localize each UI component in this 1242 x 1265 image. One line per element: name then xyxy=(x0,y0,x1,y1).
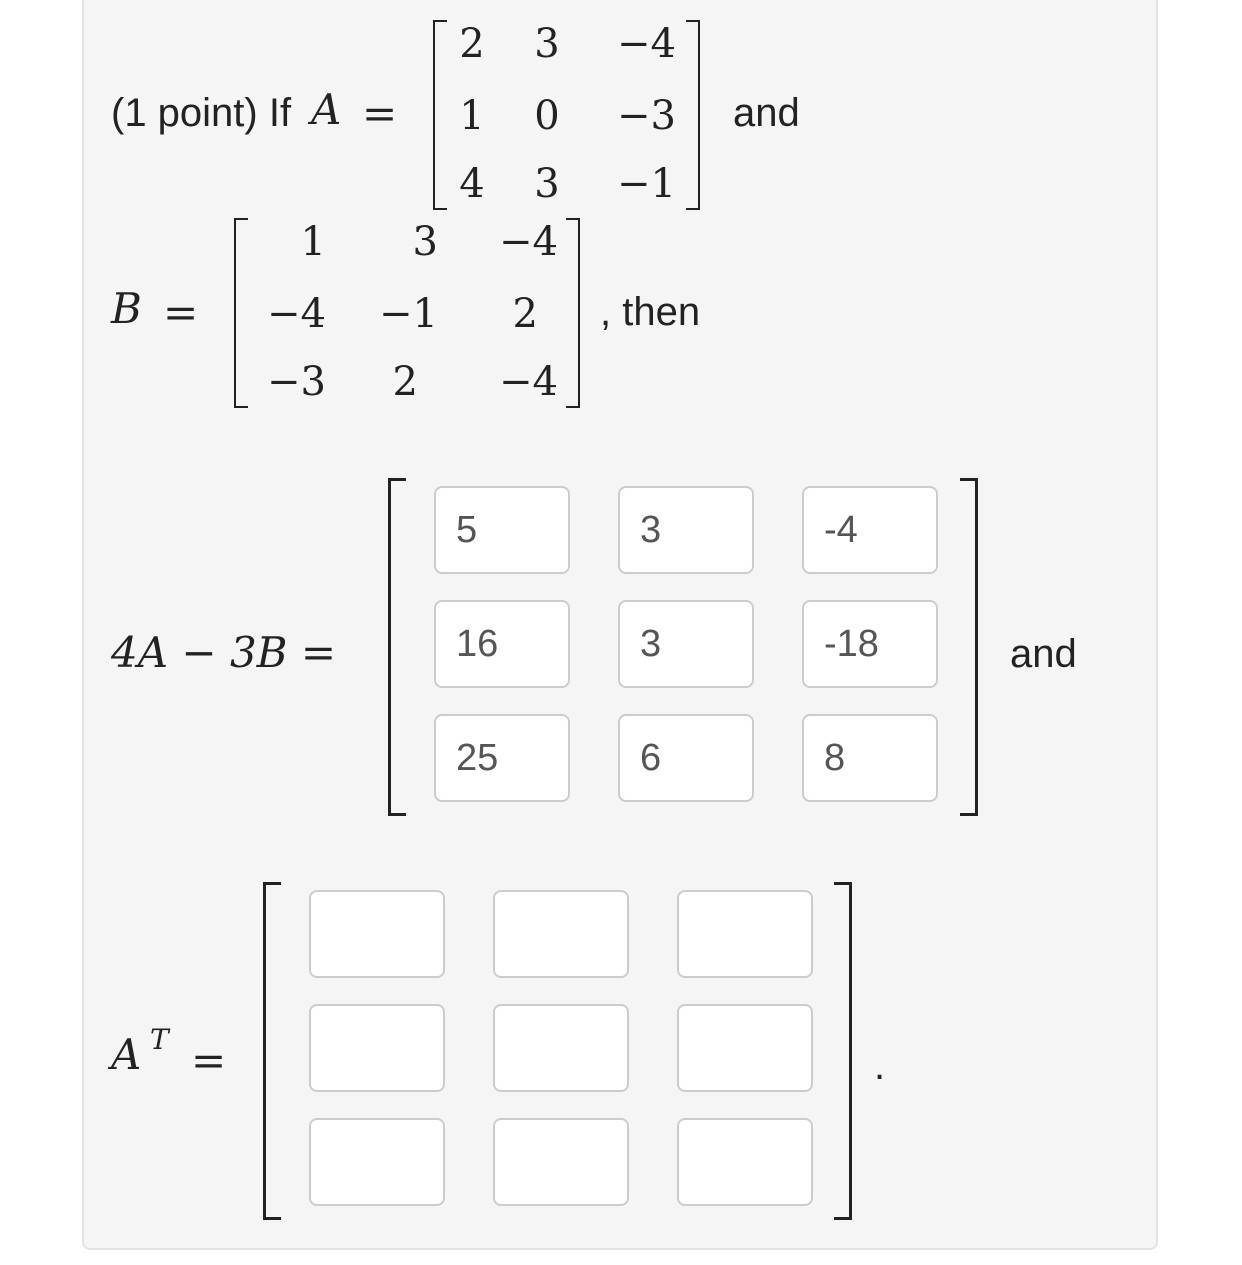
matrix-b-cell: 3 xyxy=(412,219,438,265)
answer-matrix-left-bracket xyxy=(388,478,406,816)
transpose-input-r3c1[interactable] xyxy=(309,1118,445,1206)
matrix-a-equals: = xyxy=(362,89,398,138)
answer-input-r3c1[interactable] xyxy=(434,714,570,802)
transpose-input-r2c1[interactable] xyxy=(309,1004,445,1092)
answer-input-r1c2[interactable] xyxy=(618,486,754,574)
answer-input-r2c1[interactable] xyxy=(434,600,570,688)
matrix-b-cell: 1 xyxy=(300,219,326,265)
transpose-left-bracket xyxy=(263,882,281,1220)
matrix-a-cell: −4 xyxy=(617,21,676,67)
matrix-a-cell: 3 xyxy=(534,161,560,207)
answer-input-r3c3[interactable] xyxy=(802,714,938,802)
matrix-a-cell: 2 xyxy=(459,21,485,67)
transpose-input-r3c2[interactable] xyxy=(493,1118,629,1206)
transpose-input-r1c2[interactable] xyxy=(493,890,629,978)
answer-input-r3c2[interactable] xyxy=(618,714,754,802)
matrix-a-cell: −1 xyxy=(617,161,676,207)
matrix-b-cell: −4 xyxy=(267,291,326,337)
matrix-b-cell: −4 xyxy=(499,359,558,405)
matrix-a-cell: −3 xyxy=(617,93,676,139)
transpose-input-r1c3[interactable] xyxy=(677,890,813,978)
transpose-input-r2c2[interactable] xyxy=(493,1004,629,1092)
matrix-a-left-bracket xyxy=(433,20,447,210)
and-text-1: and xyxy=(733,91,800,135)
transpose-input-r1c1[interactable] xyxy=(309,890,445,978)
matrix-b-left-bracket xyxy=(234,218,248,408)
transpose-equals: = xyxy=(191,1036,227,1085)
matrix-b-right-bracket xyxy=(566,218,580,408)
matrix-b-label: B xyxy=(111,284,142,333)
matrix-a-right-bracket xyxy=(686,20,700,210)
and-text-2: and xyxy=(1010,632,1077,676)
transpose-superscript: T xyxy=(150,1023,169,1056)
then-text: , then xyxy=(600,290,701,334)
matrix-b-cell: −4 xyxy=(499,219,558,265)
transpose-input-r2c3[interactable] xyxy=(677,1004,813,1092)
transpose-input-r3c3[interactable] xyxy=(677,1118,813,1206)
matrix-b-cell: −1 xyxy=(379,291,438,337)
matrix-b-equals: = xyxy=(163,288,199,337)
transpose-base-label: A xyxy=(111,1030,142,1079)
answer-input-r2c3[interactable] xyxy=(802,600,938,688)
matrix-b-cell: 2 xyxy=(392,359,418,405)
matrix-a-label: A xyxy=(311,85,342,134)
matrix-a-cell: 1 xyxy=(459,93,485,139)
transpose-right-bracket xyxy=(834,882,852,1220)
problem-prefix: (1 point) If xyxy=(111,91,292,135)
matrix-a-cell: 4 xyxy=(459,161,485,207)
answer-input-r1c3[interactable] xyxy=(802,486,938,574)
matrix-b-cell: −3 xyxy=(267,359,326,405)
expr-4a-3b-label: 4A − 3B = xyxy=(111,628,337,677)
answer-input-r2c2[interactable] xyxy=(618,600,754,688)
period-text: . xyxy=(874,1044,886,1088)
matrix-a-cell: 0 xyxy=(534,93,560,139)
matrix-b-cell: 2 xyxy=(512,291,538,337)
answer-input-r1c1[interactable] xyxy=(434,486,570,574)
answer-matrix-right-bracket xyxy=(960,478,978,816)
matrix-a-cell: 3 xyxy=(534,21,560,67)
